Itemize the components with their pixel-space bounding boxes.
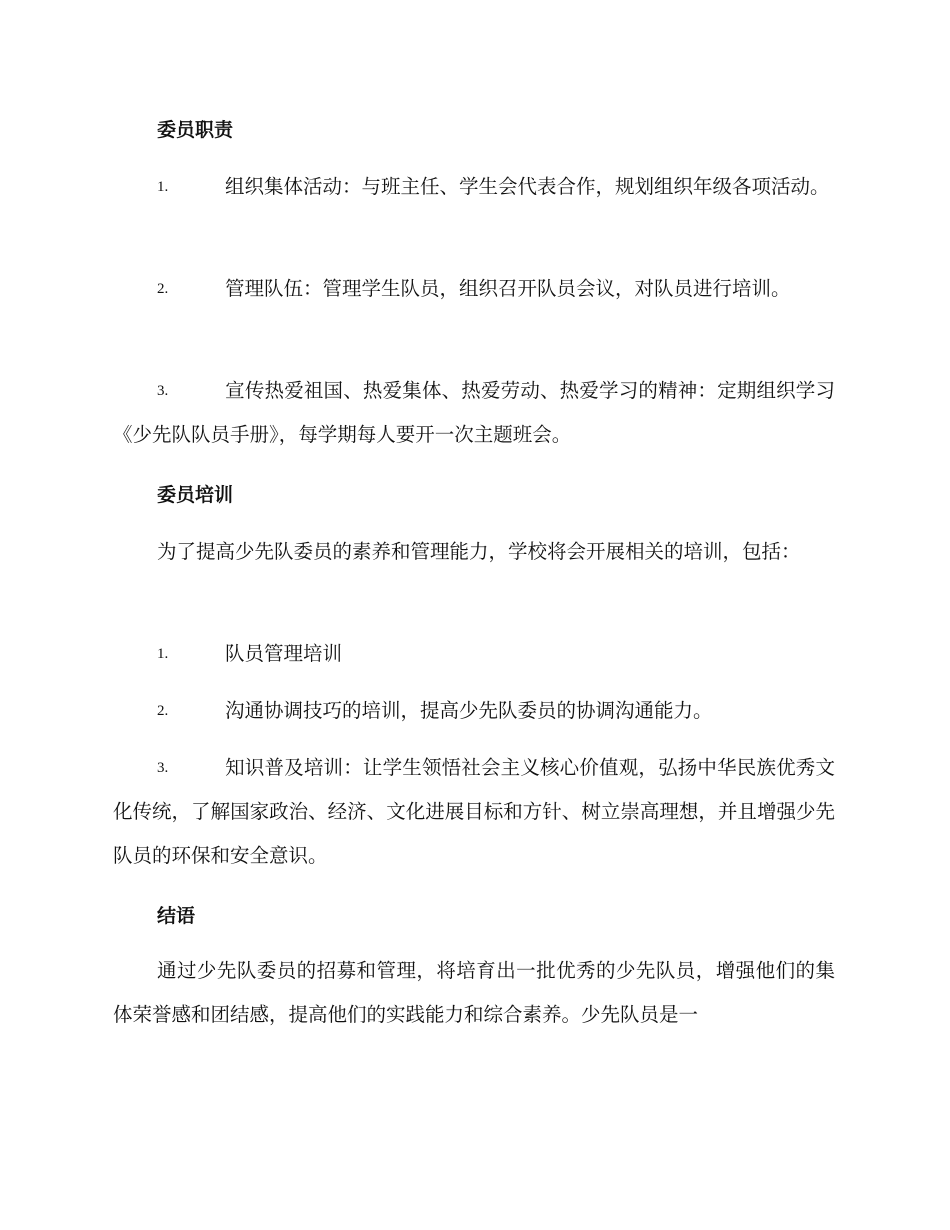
training-intro-paragraph: 为了提高少先队委员的素养和管理能力，学校将会开展相关的培训，包括： xyxy=(157,540,801,563)
list-item-number: 2. xyxy=(157,703,169,719)
list-item-number: 3. xyxy=(157,760,169,776)
list-item xyxy=(113,165,835,209)
list-item-text: 知识普及培训：让学生领悟社会主义核心价值观，弘扬中华民族优秀文化传统，了解国家政治、经济、文化进展目标和方针、树立崇高理想，并且增强少先队员的环保和安全意识。 xyxy=(113,756,835,867)
list-item-number: 2. xyxy=(157,281,169,297)
list-item-text: 组织集体活动：与班主任、学生会代表合作，规划组织年级各项活动。 xyxy=(225,175,830,198)
list-item-number: 3. xyxy=(157,383,169,399)
list-item-text: 宣传热爱祖国、热爱集体、热爱劳动、热爱学习的精神：定期组织学习《少先队队员手册》，每学期每人要开一次主题班会。 xyxy=(113,379,835,446)
list-item xyxy=(113,267,835,311)
list-item xyxy=(113,369,835,457)
list-item xyxy=(113,689,835,733)
list-item xyxy=(113,746,835,878)
list-item-text: 队员管理培训 xyxy=(225,642,343,665)
list-item-text: 沟通协调技巧的培训，提高少先队委员的协调沟通能力。 xyxy=(225,699,713,722)
list-item-number: 1. xyxy=(157,646,169,662)
list-item xyxy=(113,632,835,676)
section-heading-training: 委员培训 xyxy=(157,484,234,506)
list-item-text: 管理队伍：管理学生队员，组织召开队员会议，对队员进行培训。 xyxy=(225,277,791,300)
section-heading-conclusion: 结语 xyxy=(157,905,196,927)
section-heading-duties: 委员职责 xyxy=(157,119,234,141)
list-item-number: 1. xyxy=(157,179,169,195)
conclusion-paragraph: 通过少先队委员的招募和管理，将培育出一批优秀的少先队员，增强他们的集体荣誉感和团结感，提高他们的实践能力和综合素养。少先队员是一 xyxy=(113,959,835,1026)
